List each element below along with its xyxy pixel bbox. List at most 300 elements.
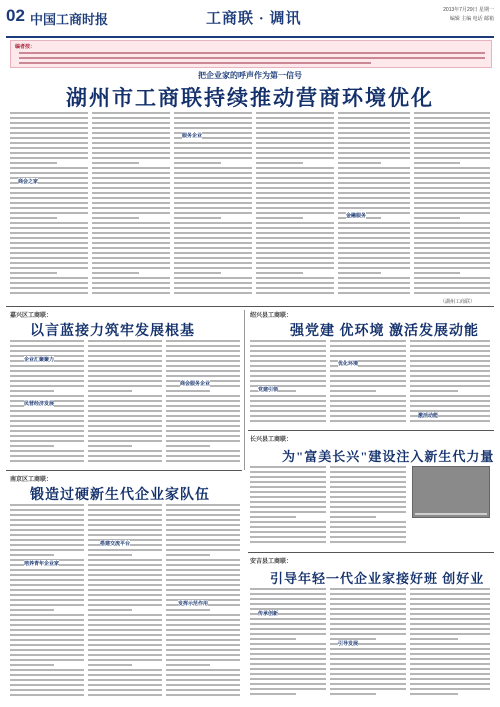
text-line	[410, 653, 490, 655]
text-line	[88, 355, 162, 357]
text-line	[410, 628, 490, 630]
text-line	[166, 400, 240, 402]
text-line	[338, 267, 410, 269]
text-line	[166, 609, 210, 611]
text-line	[166, 524, 240, 526]
text-line	[88, 574, 162, 576]
text-line	[88, 405, 162, 407]
text-line	[174, 192, 252, 194]
text-line	[338, 207, 410, 209]
story-subhead: 激活动能	[418, 413, 439, 419]
text-line	[166, 440, 240, 442]
text-line	[88, 345, 162, 347]
text-line	[414, 277, 490, 279]
text-line	[10, 157, 88, 159]
text-line	[414, 117, 490, 119]
text-line	[10, 619, 84, 621]
story-1-col-3	[166, 340, 240, 465]
text-line	[10, 257, 88, 259]
text-line	[10, 222, 88, 224]
text-line	[10, 450, 84, 452]
text-line	[410, 375, 490, 377]
text-line	[88, 514, 162, 516]
text-line	[166, 460, 240, 462]
text-line	[410, 345, 490, 347]
story-headline: 强党建 优环境 激活发展动能	[290, 324, 479, 339]
text-line	[10, 440, 84, 442]
text-line	[256, 222, 334, 224]
text-line	[414, 217, 460, 219]
text-line	[88, 420, 162, 422]
text-line	[174, 147, 252, 149]
text-line	[10, 237, 88, 239]
text-line	[92, 112, 170, 114]
text-line	[174, 237, 252, 239]
text-line	[330, 521, 406, 523]
text-line	[338, 152, 410, 154]
text-line	[330, 466, 406, 468]
story-subhead: 民营经济发展	[24, 401, 55, 407]
text-line	[250, 370, 326, 372]
text-line	[88, 365, 162, 367]
text-line	[414, 237, 490, 239]
text-line	[410, 678, 490, 680]
text-line	[88, 584, 162, 586]
text-line	[250, 663, 326, 665]
text-line	[166, 514, 240, 516]
text-line	[410, 420, 490, 422]
text-line	[338, 162, 381, 164]
text-line	[10, 385, 84, 387]
text-line	[92, 292, 170, 294]
text-line	[166, 519, 240, 521]
text-line	[330, 345, 406, 347]
text-line	[88, 614, 162, 616]
text-line	[410, 370, 490, 372]
text-line	[250, 350, 326, 352]
text-line	[338, 137, 410, 139]
text-line	[330, 628, 406, 630]
column-divider	[244, 310, 245, 470]
text-line	[330, 663, 406, 665]
text-line	[250, 375, 326, 377]
section-divider	[248, 430, 494, 431]
text-line	[410, 673, 490, 675]
text-line	[256, 117, 334, 119]
lead-col-5	[338, 112, 410, 297]
text-line	[10, 340, 84, 342]
text-line	[10, 207, 88, 209]
lead-subhead: 商会之家	[18, 179, 39, 185]
text-line	[250, 365, 326, 367]
text-line	[414, 127, 490, 129]
text-line	[88, 410, 162, 412]
text-line	[410, 340, 490, 342]
text-line	[338, 182, 410, 184]
text-line	[92, 212, 170, 214]
story-3-col-2	[88, 504, 162, 699]
text-line	[410, 350, 490, 352]
text-line	[88, 549, 162, 551]
text-line	[250, 668, 326, 670]
text-line	[410, 613, 490, 615]
text-line	[414, 252, 490, 254]
text-line	[250, 395, 326, 397]
text-line	[10, 524, 84, 526]
text-line	[92, 217, 139, 219]
text-line	[10, 519, 84, 521]
text-line	[256, 157, 334, 159]
text-line	[330, 420, 406, 422]
text-line	[338, 167, 410, 169]
text-line	[174, 167, 252, 169]
text-line	[250, 486, 326, 488]
text-line	[410, 693, 458, 695]
text-line	[338, 247, 410, 249]
text-line	[330, 481, 406, 483]
text-line	[330, 511, 406, 513]
text-line	[10, 152, 88, 154]
text-line	[10, 187, 88, 189]
text-line	[250, 688, 326, 690]
text-line	[256, 287, 334, 289]
text-line	[250, 678, 326, 680]
text-line	[256, 232, 334, 234]
text-line	[10, 694, 84, 696]
editor-note	[10, 40, 492, 68]
text-line	[88, 624, 162, 626]
text-line	[10, 554, 54, 556]
text-line	[88, 694, 162, 696]
text-line	[250, 415, 326, 417]
text-line	[92, 127, 170, 129]
text-line	[166, 425, 240, 427]
text-line	[10, 212, 88, 214]
text-line	[174, 242, 252, 244]
text-line	[330, 395, 406, 397]
text-line	[174, 287, 252, 289]
text-line	[338, 277, 410, 279]
text-line	[88, 559, 162, 561]
text-line	[330, 506, 406, 508]
text-line	[330, 415, 406, 417]
text-line	[166, 360, 240, 362]
text-line	[10, 345, 84, 347]
text-line	[330, 390, 376, 392]
text-line	[10, 247, 88, 249]
text-line	[250, 410, 326, 412]
text-line	[330, 693, 376, 695]
text-line	[10, 639, 84, 641]
text-line	[410, 638, 458, 640]
text-line	[410, 380, 490, 382]
text-line	[92, 287, 170, 289]
text-line	[410, 400, 490, 402]
text-line	[256, 152, 334, 154]
text-line	[88, 524, 162, 526]
text-line	[330, 355, 406, 357]
text-line	[92, 147, 170, 149]
text-line	[174, 157, 252, 159]
text-line	[250, 588, 326, 590]
story-photo	[412, 466, 490, 518]
text-line	[10, 127, 88, 129]
text-line	[174, 152, 252, 154]
text-line	[92, 137, 170, 139]
text-line	[410, 643, 490, 645]
text-line	[250, 683, 326, 685]
text-line	[88, 445, 132, 447]
text-line	[10, 604, 84, 606]
text-line	[88, 519, 162, 521]
text-line	[92, 122, 170, 124]
text-line	[10, 252, 88, 254]
text-line	[250, 648, 326, 650]
text-line	[250, 643, 326, 645]
text-line	[88, 450, 162, 452]
text-line	[256, 262, 334, 264]
text-line	[166, 694, 240, 696]
text-line	[88, 395, 162, 397]
text-line	[256, 292, 334, 294]
text-line	[10, 242, 88, 244]
text-line	[250, 355, 326, 357]
text-line	[338, 122, 410, 124]
text-line	[10, 137, 88, 139]
text-line	[166, 634, 240, 636]
text-line	[250, 638, 296, 640]
text-line	[414, 212, 490, 214]
text-line	[92, 187, 170, 189]
text-line	[330, 476, 406, 478]
text-line	[10, 679, 84, 681]
text-line	[338, 142, 410, 144]
text-line	[256, 202, 334, 204]
text-line	[256, 147, 334, 149]
section-divider	[248, 552, 494, 553]
text-line	[166, 415, 240, 417]
text-line	[19, 62, 371, 64]
text-line	[330, 653, 406, 655]
text-line	[88, 589, 162, 591]
text-line	[10, 420, 84, 422]
text-line	[166, 559, 240, 561]
text-line	[256, 172, 334, 174]
text-line	[410, 598, 490, 600]
text-line	[330, 531, 406, 533]
text-line	[250, 400, 326, 402]
text-line	[410, 668, 490, 670]
lead-kicker: 把企业家的呼声作为第一信号	[198, 71, 302, 80]
text-line	[414, 147, 490, 149]
text-line	[174, 252, 252, 254]
text-line	[256, 127, 334, 129]
text-line	[330, 648, 406, 650]
text-line	[10, 684, 84, 686]
text-line	[88, 569, 162, 571]
text-line	[166, 684, 240, 686]
text-line	[166, 689, 240, 691]
lead-col-4	[256, 112, 334, 297]
text-line	[166, 445, 210, 447]
text-line	[10, 415, 84, 417]
text-line	[414, 282, 490, 284]
text-line	[414, 112, 490, 114]
text-line	[10, 584, 84, 586]
text-line	[250, 345, 326, 347]
lead-col-1	[10, 112, 88, 297]
text-line	[166, 569, 240, 571]
story-tag: 安吉县工商联：	[250, 559, 293, 565]
text-line	[174, 292, 252, 294]
text-line	[256, 177, 334, 179]
text-line	[338, 132, 410, 134]
text-line	[174, 232, 252, 234]
text-line	[414, 167, 490, 169]
story-5-col-1	[250, 588, 326, 698]
text-line	[414, 152, 490, 154]
text-line	[330, 340, 406, 342]
text-line	[92, 167, 170, 169]
text-line	[92, 172, 170, 174]
text-line	[88, 674, 162, 676]
text-line	[330, 673, 406, 675]
text-line	[10, 217, 57, 219]
text-line	[10, 634, 84, 636]
text-line	[166, 614, 240, 616]
text-line	[250, 658, 326, 660]
text-line	[92, 247, 170, 249]
text-line	[330, 633, 406, 635]
story-subhead: 搭建交流平台	[100, 541, 131, 547]
text-line	[19, 57, 485, 59]
text-line	[88, 604, 162, 606]
text-line	[166, 405, 240, 407]
section-title: 工商联 · 调讯	[206, 11, 302, 27]
text-line	[330, 678, 406, 680]
text-line	[414, 267, 490, 269]
text-line	[10, 370, 84, 372]
text-line	[10, 549, 84, 551]
lead-subhead: 金融服务	[346, 213, 367, 219]
text-line	[10, 272, 57, 274]
text-line	[250, 603, 326, 605]
text-line	[10, 425, 84, 427]
text-line	[250, 420, 326, 422]
text-line	[256, 277, 334, 279]
story-headline: 为"富美长兴"建设注入新生代力量	[282, 449, 495, 464]
text-line	[250, 496, 326, 498]
text-line	[410, 385, 490, 387]
text-line	[330, 405, 406, 407]
story-subhead: 引导发展	[338, 641, 359, 647]
text-line	[250, 593, 326, 595]
text-line	[88, 579, 162, 581]
text-line	[166, 544, 240, 546]
text-line	[10, 292, 88, 294]
text-line	[10, 529, 84, 531]
text-line	[10, 350, 84, 352]
text-line	[166, 669, 240, 671]
text-line	[10, 287, 88, 289]
text-line	[338, 237, 410, 239]
text-line	[410, 663, 490, 665]
text-line	[174, 227, 252, 229]
text-line	[88, 460, 162, 462]
text-line	[414, 162, 460, 164]
text-line	[88, 504, 162, 506]
text-line	[256, 162, 303, 164]
text-line	[10, 644, 84, 646]
text-line	[250, 501, 326, 503]
text-line	[330, 491, 406, 493]
text-line	[166, 554, 210, 556]
text-line	[414, 137, 490, 139]
text-line	[166, 589, 240, 591]
text-line	[338, 232, 410, 234]
text-line	[250, 481, 326, 483]
text-line	[250, 526, 326, 528]
text-line	[174, 202, 252, 204]
text-line	[256, 192, 334, 194]
text-line	[88, 400, 162, 402]
text-line	[92, 202, 170, 204]
text-line	[88, 609, 132, 611]
text-line	[174, 162, 221, 164]
text-line	[250, 491, 326, 493]
text-line	[88, 340, 162, 342]
text-line	[88, 564, 162, 566]
text-line	[166, 639, 240, 641]
text-line	[166, 674, 240, 676]
text-line	[338, 192, 410, 194]
text-line	[250, 471, 326, 473]
text-line	[414, 177, 490, 179]
text-line	[88, 360, 162, 362]
text-line	[330, 380, 406, 382]
text-line	[166, 375, 240, 377]
text-line	[330, 603, 406, 605]
text-line	[92, 227, 170, 229]
text-line	[166, 430, 240, 432]
text-line	[330, 410, 406, 412]
text-line	[250, 516, 296, 518]
text-line	[338, 272, 381, 274]
text-line	[250, 628, 326, 630]
text-line	[92, 222, 170, 224]
story-3-col-1	[10, 504, 84, 699]
text-line	[10, 460, 84, 462]
story-2-col-2	[330, 340, 406, 425]
text-line	[338, 292, 410, 294]
text-line	[330, 668, 406, 670]
text-line	[10, 167, 88, 169]
text-line	[92, 277, 170, 279]
text-line	[410, 355, 490, 357]
text-line	[88, 639, 162, 641]
text-line	[256, 227, 334, 229]
text-line	[330, 536, 406, 538]
text-line	[250, 360, 326, 362]
text-line	[410, 633, 490, 635]
text-line	[88, 415, 162, 417]
text-line	[166, 504, 240, 506]
text-line	[166, 410, 240, 412]
text-line	[166, 579, 240, 581]
text-line	[330, 370, 406, 372]
text-line	[256, 207, 334, 209]
text-line	[338, 282, 410, 284]
